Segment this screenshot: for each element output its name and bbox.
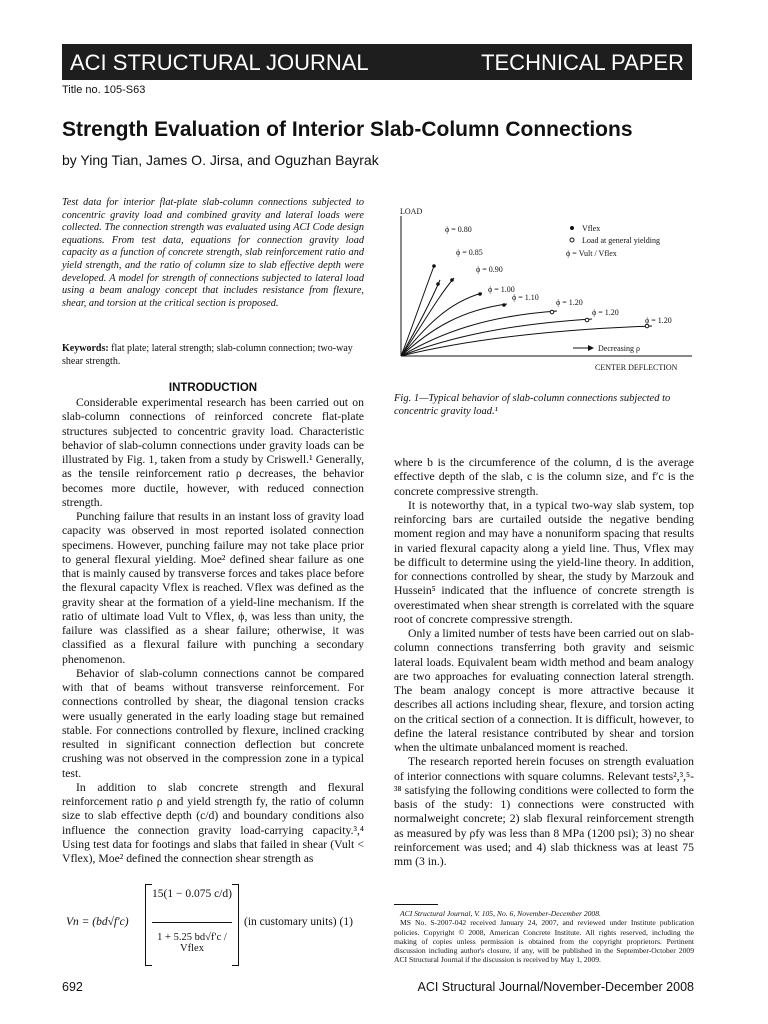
arrow-label: Decreasing ρ (598, 344, 640, 353)
curve-label: ϕ = 1.20 (556, 298, 583, 307)
paragraph: It is noteworthy that, in a typical two-way slab system, top reinforcing bars are curtailed outside the negative bending moment region and may have a nonuniform spacing that results in varied flexural capacity along a yield line. Thus, Vflex may be difficult to determine using the yield-line theory. In addition, for connections controlled by shear, the study by Marzouk and Hussein⁵ indicated that the influence of concrete strength is overestimated when shear strength is correlated with the square root of concrete compressive strength. (394, 498, 694, 626)
legend-item: ϕ = Vult / Vflex (566, 249, 617, 258)
right-bracket (232, 884, 239, 966)
equation-denominator: 1 + 5.25 bd√f′c / Vflex (157, 932, 227, 954)
paragraph: In addition to slab concrete strength and flexural reinforcement ratio ρ and yield strength fy, the ratio of column size to slab effective depth (c/d) and boundary conditions also influence the connection gravity load-carrying capacity.³,⁴ Using test data for footings and slabs that failed in shear (Vult < Vflex), Moe² defined the connection shear strength as (62, 780, 364, 865)
keywords-text: flat plate; lateral strength; slab-column connection; two-way shear strength. (62, 343, 353, 367)
footnote-line: ACI Structural Journal, V. 105, No. 6, November-December 2008. (400, 909, 601, 918)
fraction-bar (152, 922, 232, 923)
figure-caption: Fig. 1—Typical behavior of slab-column connections subjected to concentric gravity load.¹ (394, 393, 671, 417)
left-column (62, 396, 364, 866)
arrow-head (588, 345, 594, 351)
footer-journal: ACI Structural Journal/November-December 2008 (417, 980, 694, 994)
footnote (394, 909, 694, 965)
curve-label: ϕ = 0.80 (445, 225, 472, 234)
footnote-line: MS No. S-2007-042 received January 24, 2007, and reviewed under Institute publication policies. Copyright © 2008, American Concrete Institute. All rights reserved, including the making of copies unless permission is obtained from the copyright proprietors. Pertinent discussion including author's closure, if any, will be published in the September-October 2009 ACI Structural Journal if the discussion is received by May 1, 2009. (394, 918, 694, 965)
footnote-rule (394, 904, 438, 905)
legend-item: Vflex (582, 224, 601, 233)
point-marker (450, 278, 454, 282)
paragraph: Considerable experimental research has been carried out on slab-column connections of reinforced concrete flat-plate structures subjected to concentric gravity load. Characteristic behavior of slab-column connections under gravity loads can be illustrated by Fig. 1, taken from a study by Criswell.¹ Generally, as the tensile reinforcement ratio ρ decreases, the behavior becomes more ductile, however, with reduced connection strength. (62, 396, 364, 509)
paper-type: TECHNICAL PAPER (481, 50, 684, 75)
equation-1 (62, 880, 367, 970)
paragraph: Only a limited number of tests have been carried out on slab-column connections transferring both gravity and seismic lateral loads. Equivalent beam width method and beam analogy are two approaches for evaluating connection lateral strength. The beam analogy concept is more attractive because it describes all actions including shear, flexure, and torsion acting on the critical section of a connection. It is difficult, however, to define the lateral resistance contributed by shear and torsion when the ultimate unbalanced moment is reached. (394, 627, 694, 754)
authors: by Ying Tian, James O. Jirsa, and Oguzhan Bayrak (62, 152, 379, 168)
title-number: Title no. 105-S63 (62, 84, 146, 96)
figure-1 (392, 198, 697, 380)
paragraph: Behavior of slab-column connections cannot be compared with that of beams without transverse reinforcement. For connections controlled by shear, the diagonal tension cracks were usually generated in the early loading stage but remained stable. For connections controlled by flexure, inclined cracking resulted in significant connection deflection but concrete crushing was not observed in the compression zone in a typical test. (62, 666, 364, 780)
point-marker (550, 310, 554, 314)
paragraph: where b is the circumference of the column, d is the average effective depth of the slab, c is the column size, and f′c is the concrete compressive strength. (394, 456, 694, 498)
journal-banner (62, 44, 692, 80)
point-marker (478, 292, 482, 296)
paper-title: Strength Evaluation of Interior Slab-Column Connections (62, 118, 633, 141)
abstract: Test data for interior flat-plate slab-column connections subjected to concentric gravity load and combined gravity and lateral loads were collected. The connection strength was evaluated using ACI Code design equations. From test data, equations for connection gravity load capacity as a function of concrete strength, slab reinforcement ratio and yield strength, and the ratio of column size to slab effective depth were developed. A model for strength of connections subjected to lateral load using a beam analogy concept that includes resistance from flexure, shear, and torsion at the critical section is proposed. (62, 197, 364, 309)
equation-numerator: 15(1 − 0.075 c/d) (152, 888, 232, 900)
point-marker (432, 264, 436, 268)
section-heading: INTRODUCTION (168, 382, 258, 394)
keywords (62, 343, 364, 368)
paragraph: Punching failure that results in an instant loss of gravity load capacity was observed in most reported isolated connection specimens. However, punching failure may not take place prior to general flexural yielding. Moe² defined shear failure as one that is mainly caused by transverse forces and takes place before the flexural capacity Vflex is reached. Vflex was defined as the gravity shear at the formation of a yield-line mechanism. If the ratio of ultimate load Vult to Vflex, ϕ, was less than unity, the failure was classified as a shear failure; otherwise, it was classified as a flexural failure with punching a secondary phenomenon. (62, 510, 364, 666)
curve (401, 278, 454, 356)
curve-label: ϕ = 0.90 (476, 265, 503, 274)
journal-name: ACI STRUCTURAL JOURNAL (70, 50, 369, 75)
right-column (394, 456, 694, 869)
y-axis-label: LOAD (400, 207, 423, 216)
point-marker (585, 318, 589, 322)
curve-label: ϕ = 1.10 (512, 293, 539, 302)
x-axis-label: CENTER DEFLECTION (595, 363, 678, 372)
curve-label: ϕ = 1.20 (592, 308, 619, 317)
paragraph: The research reported herein focuses on strength evaluation of interior connections with square columns. Relevant tests²,³,⁵-³⁸ satisfying the following conditions were collected to form the basis of the study: 1) connections were constructed with normalweight concrete; 2) slab flexural reinforcement strength as measured by ρfy was less than 8 MPa (1200 psi); 3) no shear reinforcement was used; and 4) slab thickness was at least 75 mm (3 in.). (394, 755, 694, 868)
legend-marker-filled (570, 226, 574, 230)
page-number: 692 (62, 980, 83, 994)
curve-label: ϕ = 0.85 (456, 248, 483, 257)
equation-lhs: Vn = (bd√f′c) (66, 916, 129, 928)
curve-label: ϕ = 1.00 (488, 285, 515, 294)
point-marker (502, 303, 506, 307)
left-bracket (145, 884, 152, 966)
legend-item: Load at general yielding (582, 236, 660, 245)
legend-marker-open (570, 238, 574, 242)
keywords-label: Keywords: (62, 343, 109, 354)
curve-label: ϕ = 1.20 (645, 316, 672, 325)
equation-note: (in customary units) (1) (244, 916, 353, 928)
point-marker (436, 282, 440, 286)
